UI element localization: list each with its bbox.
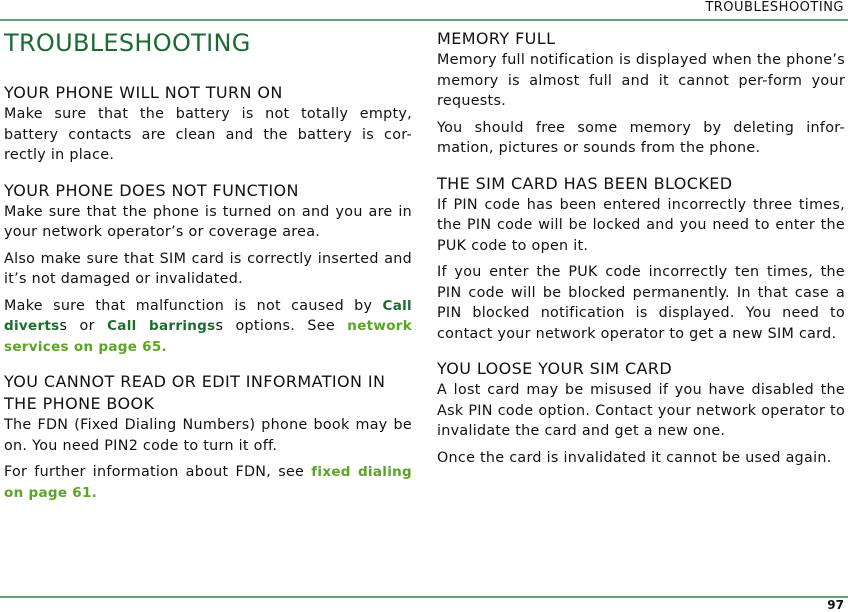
text: s options. See [215, 318, 348, 334]
section-heading: THE SIM CARD HAS BEEN BLOCKED [437, 173, 733, 193]
link-fixed-dialing[interactable]: fixed dialing on page 61. [4, 464, 412, 501]
paragraph: Make sure that the phone is turned on and you are in your network operator’s or coverage area. [4, 203, 412, 240]
paragraph [4, 462, 412, 503]
paragraph: Make sure that the battery is not totally empty, battery contacts are clean and the battery is cor-rectly in place. [4, 106, 412, 163]
section-sim-blocked [437, 173, 845, 345]
page-number: 97 [827, 598, 844, 612]
section-phone-not-function [4, 180, 412, 358]
paragraph: The FDN (Fixed Dialing Numbers) phone book may be on. You need PIN2 code to turn it off. [4, 417, 412, 454]
text: For further information about FDN, see [4, 464, 312, 480]
paragraph: You should free some memory by deleting infor-mation, pictures or sounds from the phone. [437, 119, 845, 156]
section-heading: YOUR PHONE DOES NOT FUNCTION [4, 180, 299, 200]
section-phone-not-turn-on [4, 82, 412, 166]
running-header: TROUBLESHOOTING [705, 0, 844, 15]
paragraph: If you enter the PUK code incorrectly ten times, the PIN code will be blocked permanently. In that case a PIN blocked notification is displayed. You need to contact your network operator to get a new SIM card. [437, 264, 845, 342]
paragraph: Memory full notification is displayed when the phone’s memory is almost full and it cannot per-form your requests. [437, 52, 845, 109]
text: Make sure that malfunction is not caused by [4, 297, 383, 314]
menu-term-call-diverts: Call diverts [4, 297, 412, 334]
paragraph [4, 296, 412, 358]
footer-rule [0, 596, 848, 598]
section-heading: YOU CANNOT READ OR EDIT INFORMATION IN THE PHONE BOOK [4, 372, 386, 413]
section-heading: YOU LOOSE YOUR SIM CARD [437, 359, 673, 378]
text: s or [59, 318, 108, 334]
paragraph: If PIN code has been entered incorrectly three times, the PIN code will be locked and you need to enter the PUK code to open it. [437, 196, 845, 254]
section-phone-book [4, 371, 412, 503]
header-rule [0, 19, 848, 21]
menu-term-call-barrings: Call barrings [107, 318, 216, 334]
section-lost-sim [437, 358, 845, 468]
paragraph: Once the card is invalidated it cannot be used again. [437, 449, 832, 466]
left-column [4, 28, 412, 517]
paragraph: Also make sure that SIM card is correctly inserted and it’s not damaged or invalidated. [4, 250, 412, 287]
right-column [437, 28, 845, 482]
section-heading: YOUR PHONE WILL NOT TURN ON [4, 83, 283, 102]
link-network-services[interactable]: network services on page 65. [4, 318, 412, 355]
paragraph: A lost card may be misused if you have disabled the Ask PIN code option. Contact your network operator to invalidate the card and get a new one. [437, 382, 845, 439]
section-memory-full [437, 28, 845, 159]
page-title: TROUBLESHOOTING [4, 29, 251, 57]
section-heading: MEMORY FULL [437, 29, 556, 48]
